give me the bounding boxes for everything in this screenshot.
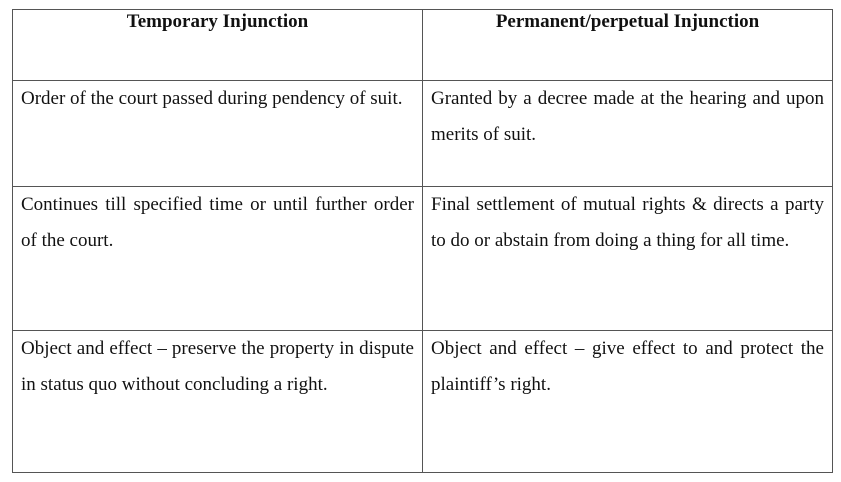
comparison-table <box>12 9 833 473</box>
table-cell-temporary: Continues till specified time or until further order of the court. <box>13 187 423 331</box>
table-cell-temporary: Order of the court passed during pendency of suit. <box>13 81 423 187</box>
table-header-row <box>13 10 833 81</box>
header-permanent-injunction: Permanent/perpetual Injunction <box>423 10 833 81</box>
table-cell-permanent: Granted by a decree made at the hearing and upon merits of suit. <box>423 81 833 187</box>
table-row <box>13 187 833 331</box>
table-row <box>13 81 833 187</box>
table-row <box>13 331 833 473</box>
header-temporary-injunction: Temporary Injunction <box>13 10 423 81</box>
table-cell-temporary: Object and effect – preserve the property in dispute in status quo without concluding a right. <box>13 331 423 473</box>
table-cell-permanent: Object and effect – give effect to and protect the plaintiff’s right. <box>423 331 833 473</box>
table-cell-permanent: Final settlement of mutual rights & directs a party to do or abstain from doing a thing for all time. <box>423 187 833 331</box>
